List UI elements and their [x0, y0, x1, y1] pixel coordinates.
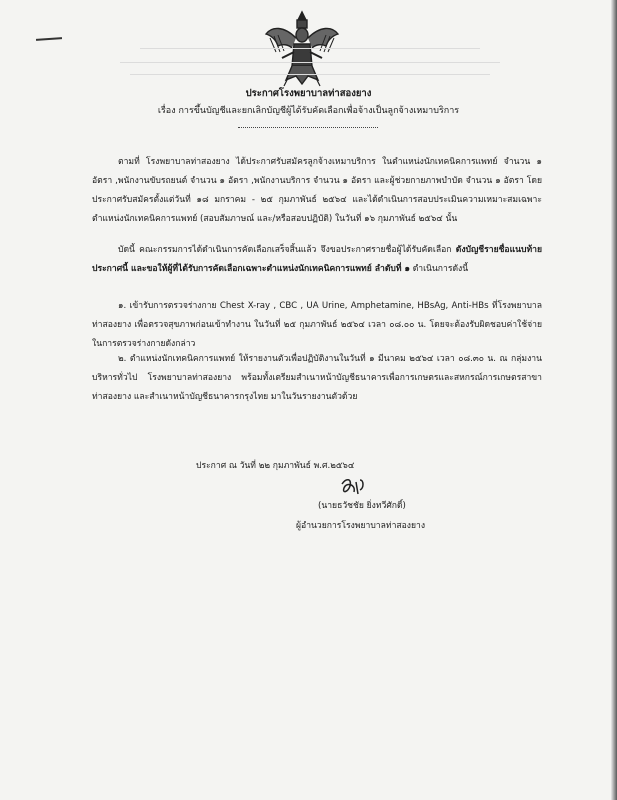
signatory-position: ผู้อำนวยการโรงพยาบาลท่าสองยาง [296, 521, 426, 531]
list-item-report-date: ๒. ตำแหน่งนักเทคนิคการแพทย์ ให้รายงานตัวเพื่อปฏิบัติงานในวันที่ ๑ มีนาคม ๒๕๖๔ เวลา ๐๘.๓๐ น. ณ กลุ่มงานบริหารทั่วไป โรงพยาบาลท่าสองยาง พร้อมทั้งเตรียมสำเนาหน้าบัญชีธนาคารเพื่อการเกษตรและสหกรณ์การเกษตรสาขาท่าสองยาง และสำเนาหน้าบัญชีธนาคารกรุงไทย มาในวันรายงานตัวด้วย [92, 354, 542, 402]
scan-edge-shadow [611, 0, 617, 800]
announcement-date: ประกาศ ณ วันที่ ๒๒ กุมภาพันธ์ พ.ศ.๒๕๖๔ [196, 461, 355, 471]
paragraph-intro: ตามที่ โรงพยาบาลท่าสองยาง ได้ประกาศรับสมัครลูกจ้างเหมาบริการ ในตำแหน่งนักเทคนิคการแพทย์ จำนวน ๑ อัตรา ,พนักงานขับรถยนต์ จำนวน ๑ อัตรา ,พนักงานบริการ จำนวน ๑ อัตรา และผู้ช่วยกายภาพบำบัด จำนวน ๑ อัตรา โดยประกาศรับสมัครตั้งแต่วันที่ ๑๘ มกราคม - ๒๕ กุมภาพันธ์ ๒๕๖๔ และได้ดำเนินการสอบประเมินความเหมาะสมเฉพาะตำแหน่งนักเทคนิคการแพทย์ (สอบสัมภาษณ์ และ/หรือสอบปฏิบัติ) ในวันที่ ๑๖ กุมภาพันธ์ ๒๕๖๔ นั้น [92, 157, 542, 224]
bleed-through-line [120, 62, 500, 63]
announcement-title: ประกาศโรงพยาบาลท่าสองยาง [245, 88, 372, 99]
paragraph-selection-text: บัดนี้ คณะกรรมการได้ดำเนินการคัดเลือกเสร็จสิ้นแล้ว จึงขอประกาศรายชื่อผู้ได้รับคัดเลือก [118, 245, 456, 255]
bleed-through-line [140, 48, 480, 49]
list-item-medical-exam: ๑. เข้ารับการตรวจร่างกาย Chest X-ray , CBC , UA Urine, Amphetamine, HBsAg, Anti-HBs ที่โรงพยาบาลท่าสองยาง เพื่อตรวจสุขภาพก่อนเข้าทำงาน ในวันที่ ๒๕ กุมภาพันธ์ ๒๕๖๔ เวลา ๐๘.๐๐ น. โดยจะต้องรับผิดชอบค่าใช้จ่ายในการตรวจร่างกายดังกล่าว [92, 301, 542, 349]
announcement-subject: เรื่อง การขึ้นบัญชีและยกเลิกบัญชีผู้ได้รับคัดเลือกเพื่อจ้างเป็นลูกจ้างเหมาบริการ [157, 106, 460, 116]
paragraph-selection-end: ดำเนินการดังนี้ [409, 264, 469, 274]
paragraph-selection [92, 241, 542, 279]
paragraph-selection-emphasis: ดังบัญชีรายชื่อแนบท้ายประกาศนี้ และขอให้ผู้ที่ได้รับการคัดเลือกเฉพาะตำแหน่งนักเทคนิคการแพทย์ ลำดับที่ ๑ [92, 245, 542, 274]
dotted-divider [238, 127, 378, 128]
scan-pen-mark [36, 37, 62, 41]
signatory-name: (นายธวัชชัย ยิ่งทวีศักดิ์) [318, 501, 406, 511]
bleed-through-line [130, 74, 490, 75]
